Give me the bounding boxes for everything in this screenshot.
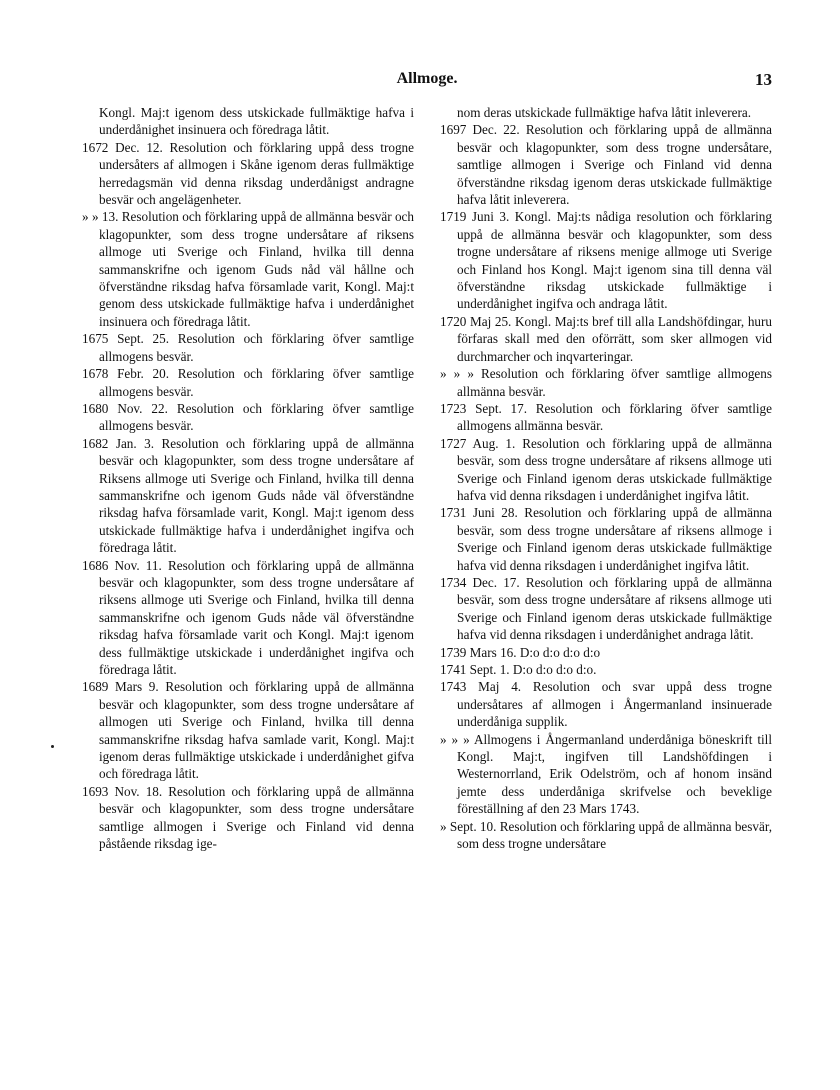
entry: » Sept. 10. Resolution och förklaring uppå de allmänna besvär, som dess trogne undersåtare	[440, 818, 773, 852]
entry: Kongl. Maj:t igenom dess utskickade fullmäktige hafva i underdånighet insinuera och föredraga låtit.	[99, 105, 414, 138]
page-number: 13	[755, 70, 772, 89]
right-column	[440, 104, 772, 852]
entry: nom deras utskickade fullmäktige hafva låtit inleverera.	[457, 105, 752, 120]
entry: 1678 Febr. 20. Resolution och förklaring öfver samtlige allmogens besvär.	[82, 366, 414, 399]
entry: 1734 Dec. 17. Resolution och förklaring uppå de allmänna besvär, som dess trogne undersåtare af riksens allmoge uti Sverige och Finland igenom deras utskickade fullmäktige hafva vid denna riksdagen i underdånighet andraga låtit.	[440, 574, 772, 643]
entry: 1720 Maj 25. Kongl. Maj:ts bref till alla Landshöfdingar, huru förfaras skall med den oförrätt, som sker allmogen vid durchmarcher och inqvarteringar.	[440, 313, 772, 364]
entry: 1727 Aug. 1. Resolution och förklaring uppå de allmänna besvär, som dess trogne undersåtare af riksens allmoge uti Sverige och Finland igenom deras utskickade fullmäktige hafva vid denna riksdagen i underdånighet ingifva låtit.	[440, 435, 772, 503]
entry: 1680 Nov. 22. Resolution och förklaring öfver samtlige allmogens besvär.	[82, 400, 414, 434]
entry: 1719 Juni 3. Kongl. Maj:ts nådiga resolution och förklaring uppå de allmänna besvär och klagopunkter, som dess trogne undersåtare af riksens menige allmoge uti Sverige och Finland hos Kongl. Maj:t igenom sina till denna väl öfverständne riksdag utskickade fullmäktige i underdånighet ingifva och andraga låtit.	[440, 209, 772, 312]
page-header	[82, 70, 772, 94]
entry: 1741 Sept. 1. D:o d:o d:o d:o.	[440, 662, 597, 677]
entry: 1743 Maj 4. Resolution och svar uppå dess trogne undersåtares af allmogen i Ångermanland insinuerade underdåniga supplik.	[440, 679, 772, 730]
entry: 1689 Mars 9. Resolution och förklaring uppå de allmänna besvär och klagopunkter, som dess trogne undersåtare af allmogen uti Sverige och Finland, hvilka till denna sammanskrifne riksdag hafva samlade varit, Kongl. Maj:t igenom deras fullmäktige utskickade i underdånighet gifva och föredraga låtit.	[82, 679, 414, 782]
entry: 1675 Sept. 25. Resolution och förklaring öfver samtlige allmogens besvär.	[82, 331, 414, 364]
left-column	[82, 104, 414, 852]
running-title: Allmoge.	[396, 70, 458, 87]
entry: 1697 Dec. 22. Resolution och förklaring uppå de allmänna besvär och klagopunkter, som dess trogne undersåtare, samtlige allmogen i Sverige och Finland vid denna öfverständne riksdag igenom deras utskickade fullmäktige hafva låtit inleverera.	[440, 122, 772, 208]
entry: 1682 Jan. 3. Resolution och förklaring uppå de allmänna besvär och klagopunkter, som dess trogne undersåtare af Riksens allmoge uti Sverige och Finland, hvilka till denna sammanskrifne och igenom Guds nåde väl öfverständne riksdag hafva församlade varit, Kongl. Maj:t igenom dess utskickade fullmäktige hafva i underdånighet ingifva och föredraga låtit.	[82, 435, 414, 556]
margin-mark	[51, 745, 54, 748]
entry: 1672 Dec. 12. Resolution och förklaring uppå dess trogne undersåters af allmogen i Skåne igenom deras fullmäktige herredagsmän vid denna riksdag underdånigst andragne besvär och angelägenheter.	[82, 139, 414, 208]
entry: » » » Resolution och förklaring öfver samtlige allmogens allmänna besvär.	[440, 366, 772, 399]
entry: » » 13. Resolution och förklaring uppå de allmänna besvär och klagopunkter, som dess trogne undersåtare af riksens allmoge uti Sverige och Finland, hvilka till denna sammanskrifne och igenom Guds nåd väl hållne och öfverständne riksdag hafva församlade varit, Kongl. Maj:t genom dess utskickade fullmäktige hafva i underdånighet insinuera och föredraga låtit.	[82, 209, 414, 329]
entry: 1739 Mars 16. D:o d:o d:o d:o	[440, 644, 601, 660]
entry: 1693 Nov. 18. Resolution och förklaring uppå de allmänna besvär och klagopunkter, som dess trogne undersåtare samtlige allmogen i Sverige och Finland vid denna påstående riksdag ige-	[82, 783, 414, 852]
entry: 1686 Nov. 11. Resolution och förklaring uppå de allmänna besvär och klagopunkter, som dess trogne undersåtare af riksens allmoge uti Sverige och Finland, hvilka till denna sammanskrifne och igenom Guds nåde väl öfverständne riksdag hafva församlade varit och Kongl. Maj:t igenom dess fullmäktige utskickade i underdånighet ingifva och föredraga låtit.	[82, 557, 414, 677]
entry: 1723 Sept. 17. Resolution och förklaring öfver samtlige allmogens allmänna besvär.	[440, 400, 772, 434]
entry: » » » Allmogens i Ångermanland underdåniga böneskrift till Kongl. Maj:t, ingifven till Landshöfdingen i Westernorrland, Erik Odelström, och af honom insänd jemte dess underdåniga skrifvelse och beveklige föreställning af den 23 Mars 1743.	[440, 731, 772, 817]
entry: 1731 Juni 28. Resolution och förklaring uppå de allmänna besvär, som dess trogne undersåtare af riksens allmoge i Sverige och Finland igenom deras utskickade fullmäktige hafva vid denna riksdagen i underdånighet ingifva låtit.	[440, 505, 772, 573]
